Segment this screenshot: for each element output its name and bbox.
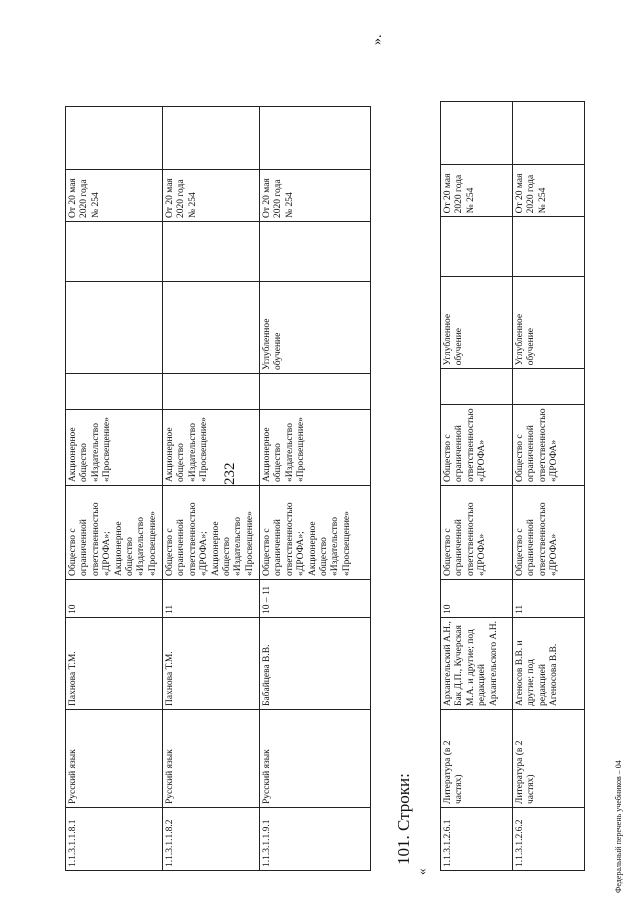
cell-col9: [66, 222, 163, 282]
cell-level: Углубленное обучение: [513, 277, 585, 369]
cell-subject: Литература (в 2 частях): [513, 710, 585, 808]
cell-col7: [163, 374, 260, 410]
cell-order: От 20 мая 2020 года № 254: [441, 165, 513, 217]
cell-author: Пахнова Т.М.: [66, 618, 163, 710]
cell-order: От 20 мая 2020 года № 254: [513, 165, 585, 217]
cell-col7: [260, 374, 371, 410]
cell-col11: [441, 102, 513, 165]
cell-col9: [513, 217, 585, 277]
textbook-table-bottom: [440, 101, 585, 871]
cell-publisher: Общество с ограниченной ответственностью «ДРОФА»: [441, 486, 513, 580]
cell-code: 1.1.3.1.2.6.2: [513, 808, 585, 871]
cell-grade: 11: [163, 580, 260, 618]
cell-subject: Литература (в 2 частях): [441, 710, 513, 808]
table-row: [513, 102, 585, 871]
cell-code: 1.1.3.1.1.8.1: [66, 808, 163, 871]
cell-order: От 20 мая 2020 года № 254: [66, 170, 163, 222]
cell-legal-successor: Общество с ограниченной ответственностью «ДРОФА»: [441, 405, 513, 486]
cell-level: Углубленное обучение: [441, 277, 513, 369]
cell-col9: [441, 217, 513, 277]
cell-publisher: Общество с ограниченной ответственностью «ДРОФА»; Акционерное общество «Издательство «Просвещение»: [66, 486, 163, 580]
cell-grade: 10: [441, 580, 513, 618]
cell-col9: [260, 222, 371, 282]
cell-subject: Русский язык: [260, 710, 371, 808]
table-row: [163, 107, 260, 871]
cell-order: От 20 мая 2020 года № 254: [163, 170, 260, 222]
cell-code: 1.1.3.1.2.6.1: [441, 808, 513, 871]
closing-quote: ».: [370, 34, 385, 45]
cell-col9: [163, 222, 260, 282]
cell-grade: 11: [513, 580, 585, 618]
page-footer: Федеральный перечень учебников – 04: [614, 760, 623, 893]
cell-author: Архангельский А.Н., Бак Д.П., Кучерская М.А. и другие; под редакцией Архангельского А.Н.: [441, 618, 513, 710]
opening-quote: «: [414, 868, 429, 875]
cell-legal-successor: Акционерное общество «Издательство «Просвещение»: [260, 410, 371, 486]
cell-legal-successor: Общество с ограниченной ответственностью «ДРОФА»: [513, 405, 585, 486]
cell-subject: Русский язык: [163, 710, 260, 808]
table-row: [260, 107, 371, 871]
cell-legal-successor: Акционерное общество «Издательство «Просвещение»: [163, 410, 260, 486]
cell-subject: Русский язык: [66, 710, 163, 808]
cell-col7: [66, 374, 163, 410]
cell-level: [163, 282, 260, 374]
cell-col11: [163, 107, 260, 170]
cell-grade: 10: [66, 580, 163, 618]
cell-publisher: Общество с ограниченной ответственностью «ДРОФА»: [513, 486, 585, 580]
cell-level: Углубленное обучение: [260, 282, 371, 374]
cell-col11: [513, 102, 585, 165]
cell-publisher: Общество с ограниченной ответственностью «ДРОФА»; Акционерное общество «Издательство «Просвещение»: [163, 486, 260, 580]
cell-code: 1.1.3.1.1.9.1: [260, 808, 371, 871]
cell-author: Пахнова Т.М.: [163, 618, 260, 710]
cell-col7: [441, 369, 513, 405]
section-heading: 101. Строки:: [394, 773, 413, 865]
cell-code: 1.1.3.1.1.8.2: [163, 808, 260, 871]
cell-col11: [66, 107, 163, 170]
cell-grade: 10 – 11: [260, 580, 371, 618]
cell-level: [66, 282, 163, 374]
cell-legal-successor: Акционерное общество «Издательство «Просвещение»: [66, 410, 163, 486]
cell-order: От 20 мая 2020 года № 254: [260, 170, 371, 222]
cell-col7: [513, 369, 585, 405]
table-row: [441, 102, 513, 871]
cell-col11: [260, 107, 371, 170]
cell-publisher: Общество с ограниченной ответственностью «ДРОФА»; Акционерное общество «Издательство «Просвещение»: [260, 486, 371, 580]
cell-author: Бабайцева В.В.: [260, 618, 371, 710]
cell-author: Агеносов В.В. и другие; под редакцией Агеносова В.В.: [513, 618, 585, 710]
textbook-table-top: [65, 106, 371, 871]
page-number: 232: [222, 462, 238, 485]
table-row: [66, 107, 163, 871]
